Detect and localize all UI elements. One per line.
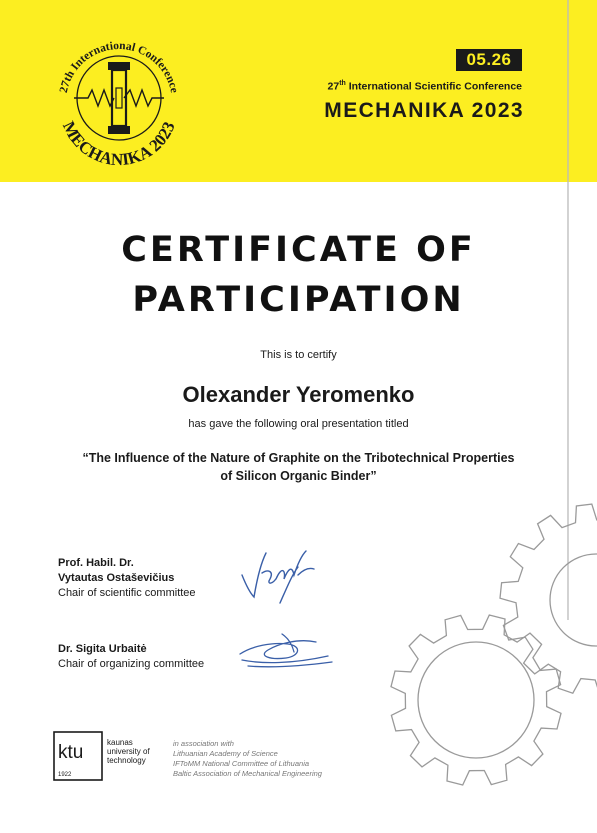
signature-scientific bbox=[232, 545, 322, 607]
ktu-line2: university of bbox=[107, 747, 150, 756]
certificate-title-line2: PARTICIPATION bbox=[132, 280, 465, 320]
signatory-role: Chair of scientific committee bbox=[58, 587, 196, 599]
ktu-line1: kaunas bbox=[107, 738, 133, 747]
ktu-year: 1922 bbox=[58, 772, 72, 778]
presentation-intro: has gave the following oral presentation titled bbox=[188, 418, 409, 430]
signatory-name: Vytautas Ostaševičius bbox=[58, 572, 175, 584]
gear-hub bbox=[418, 642, 534, 758]
certificate-title-line1: CERTIFICATE OF bbox=[121, 230, 476, 270]
ktu-line3: technology bbox=[107, 756, 146, 765]
association-item: Baltic Association of Mechanical Engineering bbox=[173, 769, 322, 778]
signatory-role: Chair of organizing committee bbox=[58, 658, 205, 670]
conference-subtitle bbox=[328, 80, 523, 93]
signature-organizing bbox=[232, 628, 342, 674]
conference-seal-logo bbox=[44, 18, 194, 168]
lower-gear-icon bbox=[391, 615, 561, 785]
presentation-title-line2: of Silicon Organic Binder” bbox=[220, 469, 377, 483]
conference-ordinal-suffix: th bbox=[339, 80, 346, 87]
gear-outline bbox=[391, 615, 561, 785]
gear-hub bbox=[550, 554, 597, 646]
ktu-logo bbox=[53, 731, 161, 781]
association-block bbox=[173, 739, 322, 779]
presentation-title bbox=[40, 449, 557, 485]
conference-ordinal: 27 bbox=[327, 80, 340, 93]
signatory-title: Prof. Habil. Dr. bbox=[58, 557, 134, 569]
conference-subtitle-text: International Scientific Conference bbox=[345, 80, 522, 93]
recipient-name: Olexander Yeromenko bbox=[182, 382, 415, 407]
certify-text: This is to certify bbox=[260, 349, 337, 361]
seal-top-text: 27th International Conference bbox=[57, 39, 181, 94]
ktu-mark: ktu bbox=[58, 742, 84, 763]
signatory-organizing bbox=[58, 642, 204, 672]
association-item: Lithuanian Academy of Science bbox=[173, 749, 278, 758]
date-badge: 05.26 bbox=[456, 49, 522, 71]
conference-title: MECHANIKA 2023 bbox=[324, 99, 524, 122]
signatory-name: Dr. Sigita Urbaitė bbox=[58, 643, 147, 655]
signatory-scientific bbox=[58, 556, 196, 601]
association-intro: in association with bbox=[173, 739, 234, 748]
large-gear-icon bbox=[500, 504, 597, 696]
association-item: IFToMM National Committee of Lithuania bbox=[173, 759, 310, 768]
presentation-title-line1: “The Influence of the Nature of Graphite on the Tribotechnical Properties bbox=[82, 451, 515, 465]
seal-bottom-text: MECHANIKA 2023 bbox=[58, 118, 179, 168]
gear-outline bbox=[500, 504, 597, 696]
